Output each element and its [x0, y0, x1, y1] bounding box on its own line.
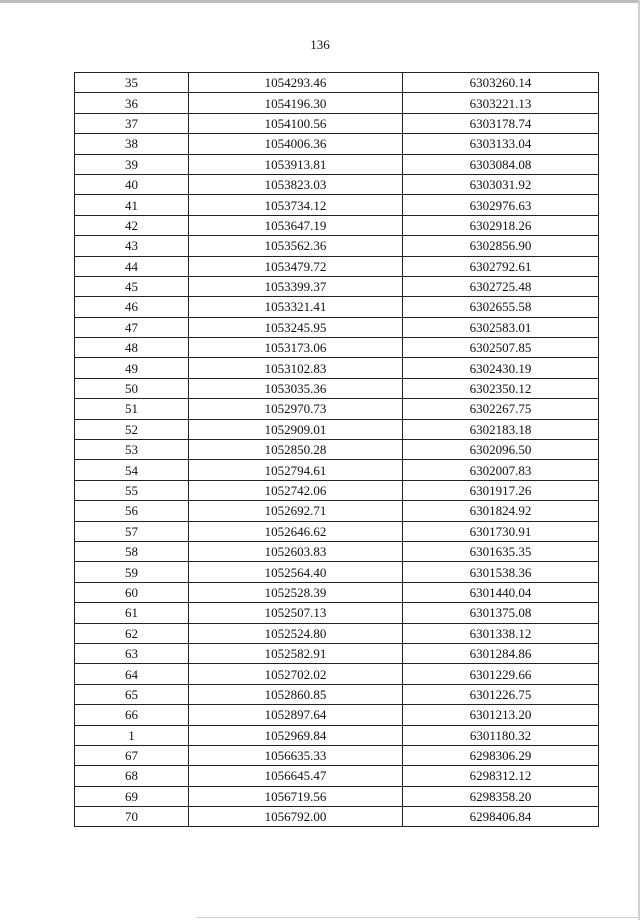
table-row [75, 501, 599, 521]
y-coordinate-cell: 6301229.66 [403, 664, 599, 684]
table-row [75, 786, 599, 806]
x-coordinate-cell: 1053913.81 [189, 154, 403, 174]
point-number-cell: 57 [75, 521, 189, 541]
x-coordinate-cell: 1054293.46 [189, 73, 403, 93]
table-row [75, 358, 599, 378]
x-coordinate-cell: 1054196.30 [189, 93, 403, 113]
point-number-cell: 70 [75, 807, 189, 827]
point-number-cell: 64 [75, 664, 189, 684]
x-coordinate-cell: 1052794.61 [189, 460, 403, 480]
y-coordinate-cell: 6302267.75 [403, 399, 599, 419]
coordinates-table [74, 72, 599, 827]
y-coordinate-cell: 6298406.84 [403, 807, 599, 827]
table-row [75, 541, 599, 561]
y-coordinate-cell: 6302096.50 [403, 440, 599, 460]
x-coordinate-cell: 1053321.41 [189, 297, 403, 317]
point-number-cell: 50 [75, 378, 189, 398]
point-number-cell: 56 [75, 501, 189, 521]
x-coordinate-cell: 1053562.36 [189, 236, 403, 256]
y-coordinate-cell: 6302583.01 [403, 317, 599, 337]
page-number: 136 [310, 37, 330, 52]
x-coordinate-cell: 1052970.73 [189, 399, 403, 419]
x-coordinate-cell: 1052528.39 [189, 582, 403, 602]
point-number-cell: 55 [75, 480, 189, 500]
table-row [75, 440, 599, 460]
x-coordinate-cell: 1053734.12 [189, 195, 403, 215]
x-coordinate-cell: 1054006.36 [189, 134, 403, 154]
point-number-cell: 35 [75, 73, 189, 93]
x-coordinate-cell: 1056719.56 [189, 786, 403, 806]
table-row [75, 582, 599, 602]
y-coordinate-cell: 6301375.08 [403, 603, 599, 623]
y-coordinate-cell: 6301226.75 [403, 684, 599, 704]
point-number-cell: 36 [75, 93, 189, 113]
table-row [75, 93, 599, 113]
x-coordinate-cell: 1052507.13 [189, 603, 403, 623]
point-number-cell: 48 [75, 338, 189, 358]
point-number-cell: 54 [75, 460, 189, 480]
y-coordinate-cell: 6298358.20 [403, 786, 599, 806]
y-coordinate-cell: 6303084.08 [403, 154, 599, 174]
y-coordinate-cell: 6302430.19 [403, 358, 599, 378]
y-coordinate-cell: 6301635.35 [403, 541, 599, 561]
table-row [75, 73, 599, 93]
point-number-cell: 69 [75, 786, 189, 806]
y-coordinate-cell: 6301180.32 [403, 725, 599, 745]
table-row [75, 236, 599, 256]
table-row [75, 195, 599, 215]
point-number-cell: 42 [75, 215, 189, 235]
point-number-cell: 45 [75, 276, 189, 296]
page-edge-top [0, 0, 640, 3]
point-number-cell: 67 [75, 745, 189, 765]
table-row [75, 684, 599, 704]
table-row [75, 113, 599, 133]
x-coordinate-cell: 1056645.47 [189, 766, 403, 786]
coordinates-table-body [75, 73, 599, 827]
table-row [75, 297, 599, 317]
y-coordinate-cell: 6302655.58 [403, 297, 599, 317]
y-coordinate-cell: 6302183.18 [403, 419, 599, 439]
point-number-cell: 41 [75, 195, 189, 215]
table-row [75, 154, 599, 174]
point-number-cell: 61 [75, 603, 189, 623]
y-coordinate-cell: 6301440.04 [403, 582, 599, 602]
point-number-cell: 46 [75, 297, 189, 317]
point-number-cell: 58 [75, 541, 189, 561]
x-coordinate-cell: 1052646.62 [189, 521, 403, 541]
x-coordinate-cell: 1053245.95 [189, 317, 403, 337]
point-number-cell: 37 [75, 113, 189, 133]
y-coordinate-cell: 6302007.83 [403, 460, 599, 480]
x-coordinate-cell: 1053479.72 [189, 256, 403, 276]
x-coordinate-cell: 1053823.03 [189, 174, 403, 194]
y-coordinate-cell: 6301824.92 [403, 501, 599, 521]
y-coordinate-cell: 6302350.12 [403, 378, 599, 398]
x-coordinate-cell: 1053173.06 [189, 338, 403, 358]
x-coordinate-cell: 1052969.84 [189, 725, 403, 745]
table-row [75, 276, 599, 296]
table-row [75, 480, 599, 500]
point-number-cell: 66 [75, 705, 189, 725]
table-row [75, 745, 599, 765]
table-row [75, 419, 599, 439]
y-coordinate-cell: 6301917.26 [403, 480, 599, 500]
point-number-cell: 39 [75, 154, 189, 174]
point-number-cell: 49 [75, 358, 189, 378]
point-number-cell: 38 [75, 134, 189, 154]
table-row [75, 460, 599, 480]
x-coordinate-cell: 1053647.19 [189, 215, 403, 235]
table-row [75, 399, 599, 419]
x-coordinate-cell: 1056792.00 [189, 807, 403, 827]
table-row [75, 807, 599, 827]
x-coordinate-cell: 1052702.02 [189, 664, 403, 684]
y-coordinate-cell: 6303031.92 [403, 174, 599, 194]
table-row [75, 338, 599, 358]
y-coordinate-cell: 6302725.48 [403, 276, 599, 296]
x-coordinate-cell: 1052850.28 [189, 440, 403, 460]
x-coordinate-cell: 1052742.06 [189, 480, 403, 500]
table-row [75, 215, 599, 235]
point-number-cell: 59 [75, 562, 189, 582]
x-coordinate-cell: 1052524.80 [189, 623, 403, 643]
point-number-cell: 51 [75, 399, 189, 419]
y-coordinate-cell: 6302792.61 [403, 256, 599, 276]
x-coordinate-cell: 1053399.37 [189, 276, 403, 296]
point-number-cell: 44 [75, 256, 189, 276]
x-coordinate-cell: 1054100.56 [189, 113, 403, 133]
y-coordinate-cell: 6298306.29 [403, 745, 599, 765]
table-row [75, 705, 599, 725]
y-coordinate-cell: 6301338.12 [403, 623, 599, 643]
table-row [75, 317, 599, 337]
table-row [75, 256, 599, 276]
table-row [75, 562, 599, 582]
y-coordinate-cell: 6298312.12 [403, 766, 599, 786]
table-row [75, 521, 599, 541]
point-number-cell: 52 [75, 419, 189, 439]
table-row [75, 623, 599, 643]
point-number-cell: 62 [75, 623, 189, 643]
x-coordinate-cell: 1052860.85 [189, 684, 403, 704]
x-coordinate-cell: 1052692.71 [189, 501, 403, 521]
y-coordinate-cell: 6301213.20 [403, 705, 599, 725]
point-number-cell: 47 [75, 317, 189, 337]
table-row [75, 378, 599, 398]
point-number-cell: 43 [75, 236, 189, 256]
point-number-cell: 65 [75, 684, 189, 704]
table-row [75, 725, 599, 745]
table-row [75, 664, 599, 684]
x-coordinate-cell: 1053102.83 [189, 358, 403, 378]
x-coordinate-cell: 1052603.83 [189, 541, 403, 561]
y-coordinate-cell: 6301284.86 [403, 643, 599, 663]
x-coordinate-cell: 1053035.36 [189, 378, 403, 398]
point-number-cell: 1 [75, 725, 189, 745]
x-coordinate-cell: 1052582.91 [189, 643, 403, 663]
point-number-cell: 53 [75, 440, 189, 460]
y-coordinate-cell: 6301538.36 [403, 562, 599, 582]
y-coordinate-cell: 6303260.14 [403, 73, 599, 93]
point-number-cell: 68 [75, 766, 189, 786]
table-row [75, 766, 599, 786]
y-coordinate-cell: 6302976.63 [403, 195, 599, 215]
x-coordinate-cell: 1052564.40 [189, 562, 403, 582]
table-row [75, 134, 599, 154]
x-coordinate-cell: 1052897.64 [189, 705, 403, 725]
y-coordinate-cell: 6302856.90 [403, 236, 599, 256]
y-coordinate-cell: 6303221.13 [403, 93, 599, 113]
point-number-cell: 63 [75, 643, 189, 663]
table-row [75, 643, 599, 663]
x-coordinate-cell: 1052909.01 [189, 419, 403, 439]
y-coordinate-cell: 6302507.85 [403, 338, 599, 358]
table-row [75, 603, 599, 623]
table-row [75, 174, 599, 194]
point-number-cell: 40 [75, 174, 189, 194]
y-coordinate-cell: 6303133.04 [403, 134, 599, 154]
x-coordinate-cell: 1056635.33 [189, 745, 403, 765]
point-number-cell: 60 [75, 582, 189, 602]
y-coordinate-cell: 6302918.26 [403, 215, 599, 235]
y-coordinate-cell: 6301730.91 [403, 521, 599, 541]
page-edge-bottom [196, 917, 640, 918]
y-coordinate-cell: 6303178.74 [403, 113, 599, 133]
